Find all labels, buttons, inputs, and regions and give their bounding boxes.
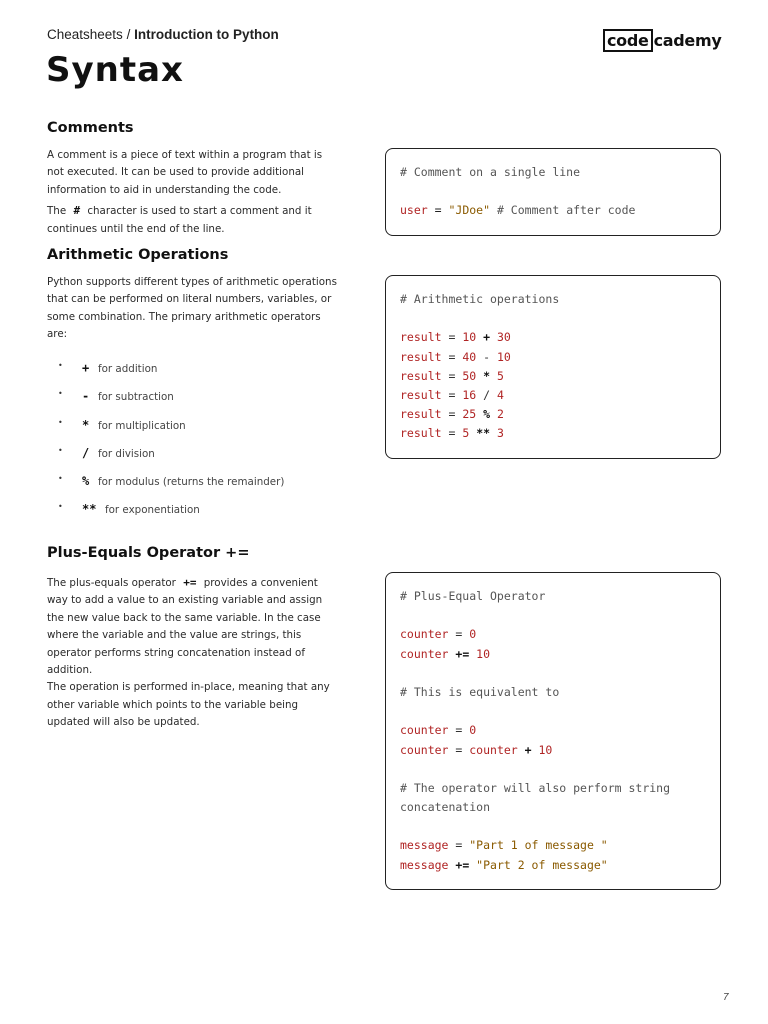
code-line: result = 40 - 10 xyxy=(400,349,511,364)
list-item: • - for subtraction xyxy=(58,388,284,416)
code-block-plus-equals xyxy=(385,572,721,890)
breadcrumb-separator: / xyxy=(122,27,135,42)
section-heading-arithmetic: Arithmetic Operations xyxy=(47,247,229,263)
operator-description: for subtraction xyxy=(98,391,174,404)
operator-symbol: + xyxy=(82,361,90,375)
plus-equals-para-1: The plus-equals operator += provides a convenient way to add a value to an existing variable and assign the new value back to the same variable. In the case where the variable and the value are strings, this operator performs string concatenation instead of addition. xyxy=(47,576,323,677)
comments-description xyxy=(47,147,337,238)
code-line: message = "Part 1 of message " xyxy=(400,838,608,853)
codecademy-logo xyxy=(603,29,721,52)
section-heading-plus-equals: Plus-Equals Operator += xyxy=(47,545,250,561)
section-heading-comments: Comments xyxy=(47,120,134,136)
operator-description: for exponentiation xyxy=(105,504,200,517)
plus-equals-para-2: The operation is performed in-place, meaning that any other variable which points to the variable being updated will also be updated. xyxy=(47,681,330,729)
code-line: # Comment on a single line xyxy=(400,165,581,179)
code-line: result = 10 + 30 xyxy=(400,330,511,345)
operator-symbol: - xyxy=(82,389,90,404)
operator-list xyxy=(58,360,284,530)
code-line: result = 50 * 5 xyxy=(400,368,504,383)
list-item: • ** for exponentiation xyxy=(58,501,284,529)
code-block-arithmetic xyxy=(385,275,721,459)
code-line: result = 5 ** 3 xyxy=(400,426,504,441)
code-line: counter += 10 xyxy=(400,646,491,661)
comments-para-2-post: character is used to start a comment and it continues until the end of the line. xyxy=(47,205,312,235)
page-title: Syntax xyxy=(46,50,184,90)
code-block-comments xyxy=(385,148,721,236)
operator-description: for division xyxy=(98,447,155,460)
operator-symbol: * xyxy=(82,417,90,432)
list-item: • % for modulus (returns the remainder) xyxy=(58,473,284,501)
code-line: message += "Part 2 of message" xyxy=(400,857,608,872)
comments-para-2-pre: The xyxy=(47,205,67,218)
operator-description: for addition xyxy=(98,363,158,375)
comments-para-2 xyxy=(47,202,337,238)
logo-rest-text: cademy xyxy=(653,31,722,50)
code-line: result = 25 % 2 xyxy=(400,407,504,422)
plus-equals-description xyxy=(47,574,337,732)
code-line: # This is equivalent to xyxy=(400,684,560,699)
arithmetic-description: Python supports different types of arithmetic operations that can be performed on literal numbers, variables, or some combination. The primary arithmetic operators are: xyxy=(47,276,337,341)
logo-box-text: code xyxy=(603,29,653,52)
code-line: # The operator will also perform string xyxy=(400,780,671,795)
code-line: # Arithmetic operations xyxy=(400,292,560,306)
breadcrumb xyxy=(47,27,279,42)
list-item: • / for division xyxy=(58,445,284,473)
operator-symbol: % xyxy=(82,474,90,489)
operator-description: for multiplication xyxy=(98,419,186,432)
operator-description: for modulus (returns the remainder) xyxy=(98,476,285,489)
code-line: # Plus-Equal Operator xyxy=(400,589,546,603)
comments-para-1: A comment is a piece of text within a program that is not executed. It can be used to provide additional information to aid in understanding the code. xyxy=(47,149,323,196)
breadcrumb-current: Introduction to Python xyxy=(134,27,279,42)
code-line: result = 16 / 4 xyxy=(400,387,504,402)
operator-symbol: ** xyxy=(82,502,97,517)
code-line: user = "JDoe" # Comment after code xyxy=(400,203,636,218)
operator-symbol: / xyxy=(82,445,90,460)
code-line: counter = 0 xyxy=(400,627,477,642)
inline-code-hash: # xyxy=(73,204,81,218)
code-line: counter = counter + 10 xyxy=(400,742,553,757)
code-line: counter = 0 xyxy=(400,723,477,738)
code-line: concatenation xyxy=(400,800,491,815)
page-number: 7 xyxy=(723,992,729,1003)
list-item: • + for addition xyxy=(58,360,284,388)
breadcrumb-root-link[interactable]: Cheatsheets xyxy=(47,27,123,42)
inline-code-plus-equals: += xyxy=(183,576,197,589)
list-item: • * for multiplication xyxy=(58,417,284,445)
